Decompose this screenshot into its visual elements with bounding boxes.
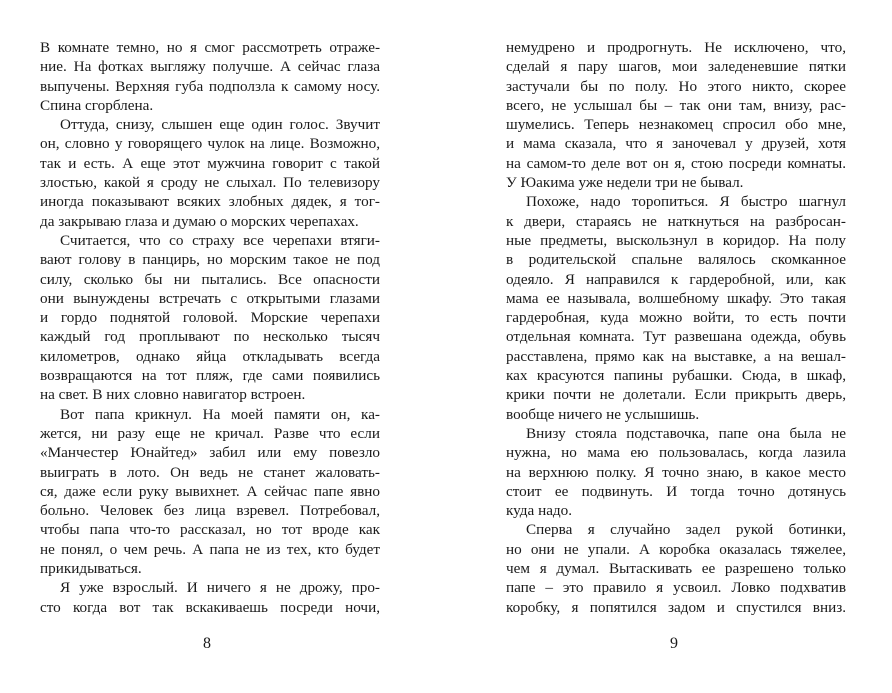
text-line: всего, не услышал бы – так они там, внизу, рас- — [506, 96, 846, 114]
text-line: силу, сколько бы ни пытались. Все опасности — [40, 270, 380, 288]
text-line: застучали бы по полу. Но этого никто, скорее — [506, 77, 846, 95]
text-line: шумелись. Теперь незнакомец спросил обо мне, — [506, 116, 846, 134]
text-line: иногда показывают всяких злобных дядек, я тог- — [40, 193, 380, 211]
text-line: на свет. В них словно навигатор встроен. — [40, 386, 306, 404]
text-line: гардеробная, куда можно войти, то есть почти — [506, 309, 846, 327]
text-line: сделай я пару шагов, мои заледеневшие пятки — [506, 58, 846, 76]
text-line: и мама сказала, что я заночевал у друзей, хотя — [506, 135, 846, 153]
text-line: Сперва я случайно задел рукой ботинки, — [526, 521, 846, 539]
text-line: к двери, стараясь не наткнуться на разбросан- — [506, 212, 846, 230]
text-line: на самом-то деле вот он я, стою посреди комнаты. — [506, 154, 846, 172]
text-line: Вот папа крикнул. На моей памяти он, ка- — [60, 405, 380, 423]
left-page-number: 8 — [203, 635, 211, 652]
text-line: выиграть в лото. Он ведь не станет жаловать- — [40, 463, 380, 481]
text-line: куда надо. — [506, 502, 573, 520]
text-line: ся, даже если руку вывихнет. А сейчас папе явно — [40, 482, 380, 500]
text-line: но они не упали. А коробка оказалась тяжелее, — [506, 540, 846, 558]
text-line: вообще ничего не услышишь. — [506, 405, 700, 423]
text-line: чем я думал. Вытаскивать ее разрешено только — [506, 560, 846, 578]
text-line: Оттуда, снизу, слышен еще один голос. Звучит — [60, 116, 380, 134]
right-page-text — [506, 38, 846, 617]
text-line: не понял, о чем речь. А папа не из тех, кто будет — [40, 540, 380, 558]
text-line: выпучены. Верхняя губа подползла к самому носу. — [40, 77, 380, 95]
text-line: жется, ни разу еще не кричал. Разве что если — [40, 424, 380, 442]
text-line: чтобы папа что-то рассказал, но тот вроде как — [40, 521, 380, 539]
text-line: так и есть. А еще этот мужчина говорит с такой — [40, 154, 380, 172]
text-line: они вынуждены встречать с открытыми глазами — [40, 289, 380, 307]
text-line: сто когда вот так вскакиваешь посреди ночи, — [40, 598, 380, 616]
left-page-text — [40, 38, 380, 617]
text-line: Спина сгорблена. — [40, 96, 154, 114]
text-line: «Манчестер Юнайтед» забил или ему повезло — [40, 444, 380, 462]
text-line: расставлена, прямо как на выставке, а на вешал- — [506, 347, 846, 365]
text-line: Считается, что со страху все черепахи втяги- — [60, 231, 380, 249]
text-line: в родительской спальне валялось скомканное — [506, 251, 846, 269]
right-page-number: 9 — [670, 635, 678, 652]
text-line: стоит ее подвинуть. И тогда точно дотянусь — [506, 482, 846, 500]
text-line: ние. На фотках выгляжу получше. А сейчас глаза — [40, 58, 380, 76]
text-line: Внизу стояла подставочка, папе она была не — [526, 424, 846, 442]
text-line: отдельная комната. Тут развешана одежда, обувь — [506, 328, 846, 346]
text-line: немудрено и продрогнуть. Не исключено, что, — [506, 39, 846, 56]
text-line: на верхнюю полку. Я точно знаю, в какое место — [506, 463, 846, 481]
text-line: больно. Человек без лица взревел. Потребовал, — [40, 502, 380, 520]
right-page — [446, 0, 892, 693]
text-line: папе – это правило я усвоил. Ловко подхватив — [506, 579, 846, 597]
text-line: он, словно у говорящего чулок на лице. Возможно, — [40, 135, 380, 153]
text-line: да закрываю глаза и думаю о морских черепахах. — [40, 212, 359, 230]
text-line: крики почти не долетали. Если прикрыть дверь, — [506, 386, 846, 404]
text-line: ные предметы, выскользнул в коридор. На полу — [506, 231, 846, 249]
text-line: У Юакима уже недели три не бывал. — [506, 174, 744, 192]
text-line: В комнате темно, но я смог рассмотреть отраже- — [40, 39, 380, 56]
text-line: мама ее называла, волшебному шкафу. Это такая — [506, 289, 846, 307]
text-line: каждый год проплывают по несколько тысяч — [40, 328, 380, 346]
text-line: и гордо поднятой головой. Морские черепахи — [40, 309, 380, 327]
text-line: прикидываться. — [40, 560, 142, 578]
text-line: злостью, какой я сроду не слыхал. По телевизору — [40, 174, 380, 192]
text-line: Похоже, надо торопиться. Я быстро шагнул — [526, 193, 846, 211]
text-line: ках красуются папины рубашки. Сюда, в шкаф, — [506, 367, 846, 385]
text-line: Я уже взрослый. И ничего я не дрожу, про- — [60, 579, 380, 597]
text-line: километров, однако яйца откладывать всегда — [40, 347, 380, 365]
text-line: одеяло. Я направился к гардеробной, или, как — [506, 270, 846, 288]
text-line: нужна, но мама ею пользовалась, когда лазила — [506, 444, 846, 462]
text-line: вают голову в панцирь, но морским такое не под — [40, 251, 380, 269]
text-line: коробку, я попятился задом и спустился вниз. — [506, 598, 846, 616]
text-line: возвращаются на тот пляж, где сами появились — [40, 367, 380, 385]
